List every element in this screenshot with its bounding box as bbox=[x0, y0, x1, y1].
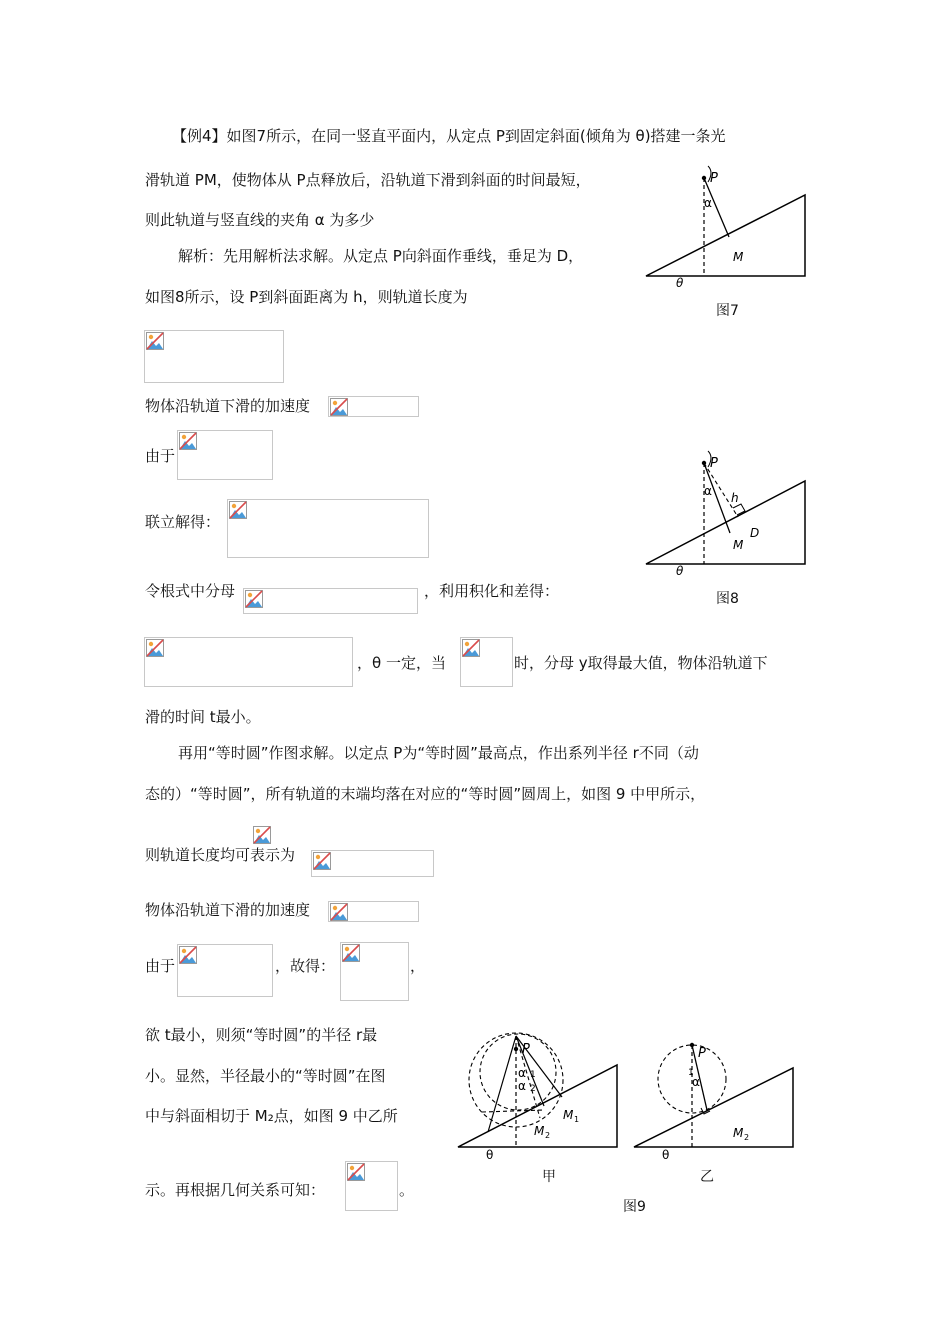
label-m1: M bbox=[563, 1108, 574, 1122]
para-line-16a: 由于 bbox=[145, 957, 176, 975]
para-line-6: 物体沿轨道下滑的加速度 bbox=[145, 397, 311, 415]
broken-image-icon bbox=[229, 501, 247, 519]
label-sub: 1 bbox=[688, 1068, 694, 1078]
figure-9-jia bbox=[452, 1030, 627, 1165]
label-theta: θ bbox=[662, 1148, 670, 1162]
label-alpha: α bbox=[704, 484, 712, 498]
label-m: M bbox=[733, 250, 744, 264]
para-line-10b: 时，分母 y取得最大值，物体沿轨道下 bbox=[514, 654, 768, 672]
para-line-4: 解析：先用解析法求解。从定点 P向斜面作垂线，垂足为 D， bbox=[178, 247, 584, 265]
formula-acceleration bbox=[328, 396, 419, 417]
label-d: D bbox=[750, 526, 760, 540]
point-p bbox=[702, 461, 706, 465]
broken-image-icon bbox=[330, 398, 348, 416]
broken-image-icon bbox=[179, 432, 197, 450]
label-alpha: α bbox=[704, 196, 712, 210]
formula-kinematics bbox=[177, 430, 273, 480]
broken-image-icon bbox=[347, 1163, 365, 1181]
caption-fig-7: 图7 bbox=[716, 303, 739, 319]
label-m1-sub: 1 bbox=[574, 1115, 580, 1124]
para-line-11: 滑的时间 t最小。 bbox=[145, 708, 261, 726]
label-m2: M bbox=[733, 1126, 744, 1140]
figure-9-yi bbox=[628, 1030, 803, 1165]
figure-8 bbox=[640, 445, 815, 580]
formula-acceleration-2 bbox=[328, 901, 419, 922]
label-m2-sub: 2 bbox=[545, 1131, 551, 1140]
broken-image-icon bbox=[253, 826, 271, 844]
para-line-8: 联立解得： bbox=[145, 513, 221, 531]
caption-fig-8: 图8 bbox=[716, 591, 739, 607]
broken-image-icon bbox=[146, 332, 164, 350]
label-m: M bbox=[733, 538, 744, 552]
label-p: P bbox=[710, 171, 718, 186]
label-alpha: α bbox=[692, 1075, 700, 1089]
broken-image-icon bbox=[245, 590, 263, 608]
para-line-14: 则轨道长度均可表示为 bbox=[145, 846, 296, 864]
para-line-15: 物体沿轨道下滑的加速度 bbox=[145, 901, 311, 919]
label-sub-1: 1 bbox=[530, 1070, 536, 1080]
caption-yi: 乙 bbox=[700, 1169, 714, 1185]
formula-solution bbox=[227, 499, 429, 558]
label-sub-2: 2 bbox=[530, 1084, 536, 1094]
broken-image-icon bbox=[330, 903, 348, 921]
track-line-a bbox=[488, 1036, 516, 1132]
caption-fig-9: 图9 bbox=[623, 1199, 646, 1215]
label-alpha-1: α bbox=[518, 1066, 526, 1080]
formula-denominator bbox=[243, 588, 418, 614]
para-line-2: 滑轨道 PM，使物体从 P点释放后，沿轨道下滑到斜面的时间最短， bbox=[145, 171, 591, 189]
para-line-9b: ，利用积化和差得： bbox=[424, 582, 560, 600]
para-line-20a: 示。再根据几何关系可知： bbox=[145, 1181, 326, 1199]
para-line-16b: ，故得： bbox=[275, 957, 336, 975]
para-line-18: 小。显然，半径最小的“等时圆”在图 bbox=[145, 1067, 386, 1085]
para-line-19: 中与斜面相切于 M₂点，如图 9 中乙所 bbox=[145, 1107, 398, 1125]
label-p: P bbox=[698, 1046, 706, 1061]
para-line-10a: ，θ 一定，当 bbox=[357, 654, 446, 672]
point-p bbox=[690, 1043, 694, 1047]
label-theta: θ bbox=[676, 564, 684, 578]
label-h: h bbox=[731, 491, 739, 505]
label-m2-sub: 2 bbox=[744, 1133, 750, 1142]
para-line-12: 再用“等时圆”作图求解。以定点 P为“等时圆”最高点，作出系列半径 r不同（动 bbox=[178, 744, 699, 762]
formula-condition bbox=[460, 637, 513, 687]
track-line bbox=[704, 463, 730, 533]
para-line-16c: ， bbox=[410, 957, 426, 975]
para-line-7: 由于 bbox=[145, 447, 176, 465]
label-theta: θ bbox=[486, 1148, 494, 1162]
label-m2: M bbox=[534, 1124, 545, 1138]
formula-track-length bbox=[144, 330, 284, 383]
point-p bbox=[514, 1047, 518, 1051]
formula-kinematics-2 bbox=[177, 944, 273, 997]
formula-result bbox=[345, 1161, 398, 1211]
label-alpha-2: α bbox=[518, 1079, 526, 1093]
figure-7 bbox=[640, 160, 815, 295]
caption-jia: 甲 bbox=[542, 1169, 556, 1185]
point-p bbox=[702, 176, 706, 180]
horizontal-dashed-line bbox=[482, 1110, 544, 1112]
para-line-5: 如图8所示，设 P到斜面距离为 h，则轨道长度为 bbox=[145, 288, 468, 306]
label-theta: θ bbox=[676, 276, 684, 290]
broken-image-icon bbox=[179, 946, 197, 964]
formula-chord-length bbox=[311, 850, 434, 877]
para-line-20b: 。 bbox=[399, 1181, 415, 1199]
para-line-1: 【例4】如图7所示，在同一竖直平面内，从定点 P到固定斜面(倾角为 θ)搭建一条光 bbox=[172, 127, 726, 145]
para-line-13: 态的）“等时圆”，所有轨道的末端均落在对应的“等时圆”圆周上，如图 9 中甲所示， bbox=[145, 785, 706, 803]
para-line-17: 欲 t最小，则须“等时圆”的半径 r最 bbox=[145, 1026, 378, 1044]
broken-image-icon bbox=[342, 944, 360, 962]
para-line-9a: 令根式中分母 bbox=[145, 582, 236, 600]
para-line-3: 则此轨道与竖直线的夹角 α 为多少 bbox=[145, 211, 375, 229]
formula-time bbox=[340, 942, 409, 1001]
label-p: P bbox=[522, 1042, 530, 1057]
broken-image-icon bbox=[146, 639, 164, 657]
formula-product-to-sum bbox=[144, 637, 353, 687]
incline-triangle bbox=[646, 195, 805, 276]
broken-image-icon bbox=[462, 639, 480, 657]
broken-image-icon bbox=[313, 852, 331, 870]
label-p: P bbox=[710, 456, 718, 471]
